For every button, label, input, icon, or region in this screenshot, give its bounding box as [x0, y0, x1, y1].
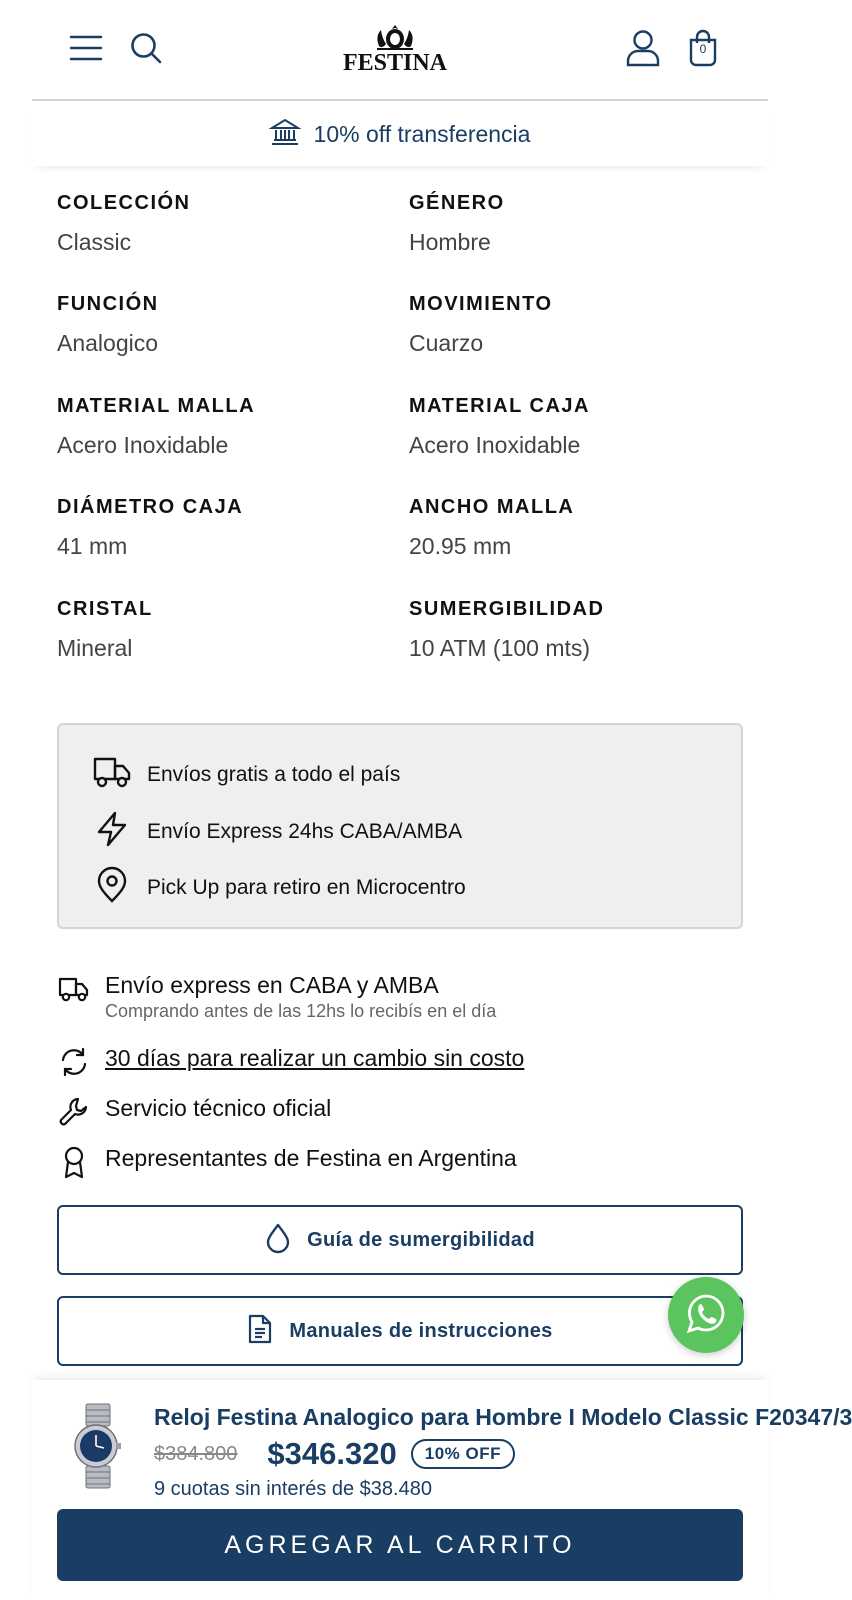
spec-label: GÉNERO — [409, 192, 505, 214]
shipping-text: Pick Up para retiro en Microcentro — [147, 875, 466, 899]
feature-representatives — [57, 1143, 517, 1179]
spec-value: Cuarzo — [409, 330, 484, 356]
wrench-icon — [57, 1095, 91, 1129]
water-resistance-guide-button[interactable] — [57, 1205, 743, 1275]
spec-label: FUNCIÓN — [57, 293, 159, 315]
sticky-add-to-cart-bar — [32, 1380, 852, 1600]
spec-value: 10 ATM (100 mts) — [409, 635, 591, 661]
spec-diametro-caja — [57, 494, 387, 560]
logo-wordmark: FESTINA — [342, 50, 448, 76]
map-pin-icon — [93, 867, 131, 908]
menu-icon[interactable] — [68, 30, 104, 66]
bank-icon — [270, 118, 300, 151]
shipping-text: Envíos gratis a todo el país — [147, 762, 401, 786]
discount-badge: 10% OFF — [411, 1439, 515, 1469]
feature-title: Representantes de Festina en Argentina — [105, 1145, 517, 1171]
shipping-express — [93, 811, 462, 852]
whatsapp-button[interactable] — [668, 1277, 744, 1353]
brand-logo[interactable] — [340, 22, 450, 80]
add-to-cart-button[interactable] — [57, 1509, 743, 1581]
current-price: $346.320 — [267, 1436, 397, 1471]
spec-cristal — [57, 596, 387, 662]
exchange-icon — [57, 1045, 91, 1079]
document-icon — [247, 1314, 273, 1349]
spec-value: Acero Inoxidable — [409, 432, 581, 458]
spec-label: MOVIMIENTO — [409, 293, 553, 315]
installments-text: 9 cuotas sin interés de $38.480 — [154, 1478, 432, 1500]
site-header — [32, 0, 768, 101]
product-title: Reloj Festina Analogico para Hombre I Modelo Classic F20347/3 — [154, 1404, 852, 1430]
spec-value: 20.95 mm — [409, 533, 512, 559]
spec-material-caja — [409, 393, 739, 459]
product-thumbnail — [68, 1404, 128, 1488]
spec-label: CRISTAL — [57, 598, 153, 620]
spec-value: 41 mm — [57, 533, 128, 559]
water-drop-icon — [265, 1223, 291, 1258]
user-icon[interactable] — [624, 28, 662, 68]
spec-label: COLECCIÓN — [57, 192, 191, 214]
old-price: $384.800 — [154, 1442, 238, 1465]
spec-funcion — [57, 291, 387, 357]
spec-value: Hombre — [409, 229, 491, 255]
shipping-text: Envío Express 24hs CABA/AMBA — [147, 819, 463, 843]
shipping-free — [93, 755, 400, 794]
spec-label: MATERIAL CAJA — [409, 395, 590, 417]
feature-express — [57, 970, 496, 1022]
spec-material-malla — [57, 393, 387, 459]
bag-icon[interactable] — [684, 28, 722, 68]
spec-sumergibilidad — [409, 596, 739, 662]
spec-ancho-malla — [409, 494, 739, 560]
promo-text: 10% off transferencia — [313, 120, 531, 147]
feature-subtitle: Comprando antes de las 12hs lo recibís en el día — [105, 1001, 497, 1021]
spec-label: ANCHO MALLA — [409, 496, 575, 518]
cart-count: 0 — [699, 42, 707, 56]
spec-genero — [409, 190, 739, 256]
spec-value: Mineral — [57, 635, 133, 661]
shipping-pickup — [93, 867, 466, 908]
button-label: Guía de sumergibilidad — [307, 1228, 535, 1251]
truck-icon — [93, 755, 131, 794]
spec-coleccion — [57, 190, 387, 256]
feature-title: Envío express en CABA y AMBA — [105, 972, 439, 998]
spec-movimiento — [409, 291, 739, 357]
button-label: AGREGAR AL CARRITO — [224, 1530, 576, 1559]
feature-title: Servicio técnico oficial — [105, 1095, 332, 1121]
shipping-info-box — [57, 723, 743, 929]
manuals-button[interactable] — [57, 1296, 743, 1366]
whatsapp-icon — [685, 1292, 727, 1339]
exchange-link[interactable]: 30 días para realizar un cambio sin costo — [105, 1045, 525, 1071]
spec-value: Classic — [57, 229, 132, 255]
award-icon — [57, 1145, 91, 1179]
button-label: Manuales de instrucciones — [289, 1319, 553, 1342]
truck-fast-icon — [57, 972, 91, 1006]
spec-label: MATERIAL MALLA — [57, 395, 256, 417]
lightning-icon — [93, 811, 131, 852]
spec-value: Analogico — [57, 330, 159, 356]
promo-bar — [32, 102, 768, 166]
crest-icon — [365, 22, 425, 52]
feature-exchange[interactable] — [57, 1043, 524, 1079]
spec-label: DIÁMETRO CAJA — [57, 496, 244, 518]
spec-value: Acero Inoxidable — [57, 432, 229, 458]
spec-label: SUMERGIBILIDAD — [409, 598, 605, 620]
feature-service — [57, 1093, 331, 1129]
search-icon[interactable] — [128, 30, 164, 66]
price-row — [154, 1436, 515, 1472]
